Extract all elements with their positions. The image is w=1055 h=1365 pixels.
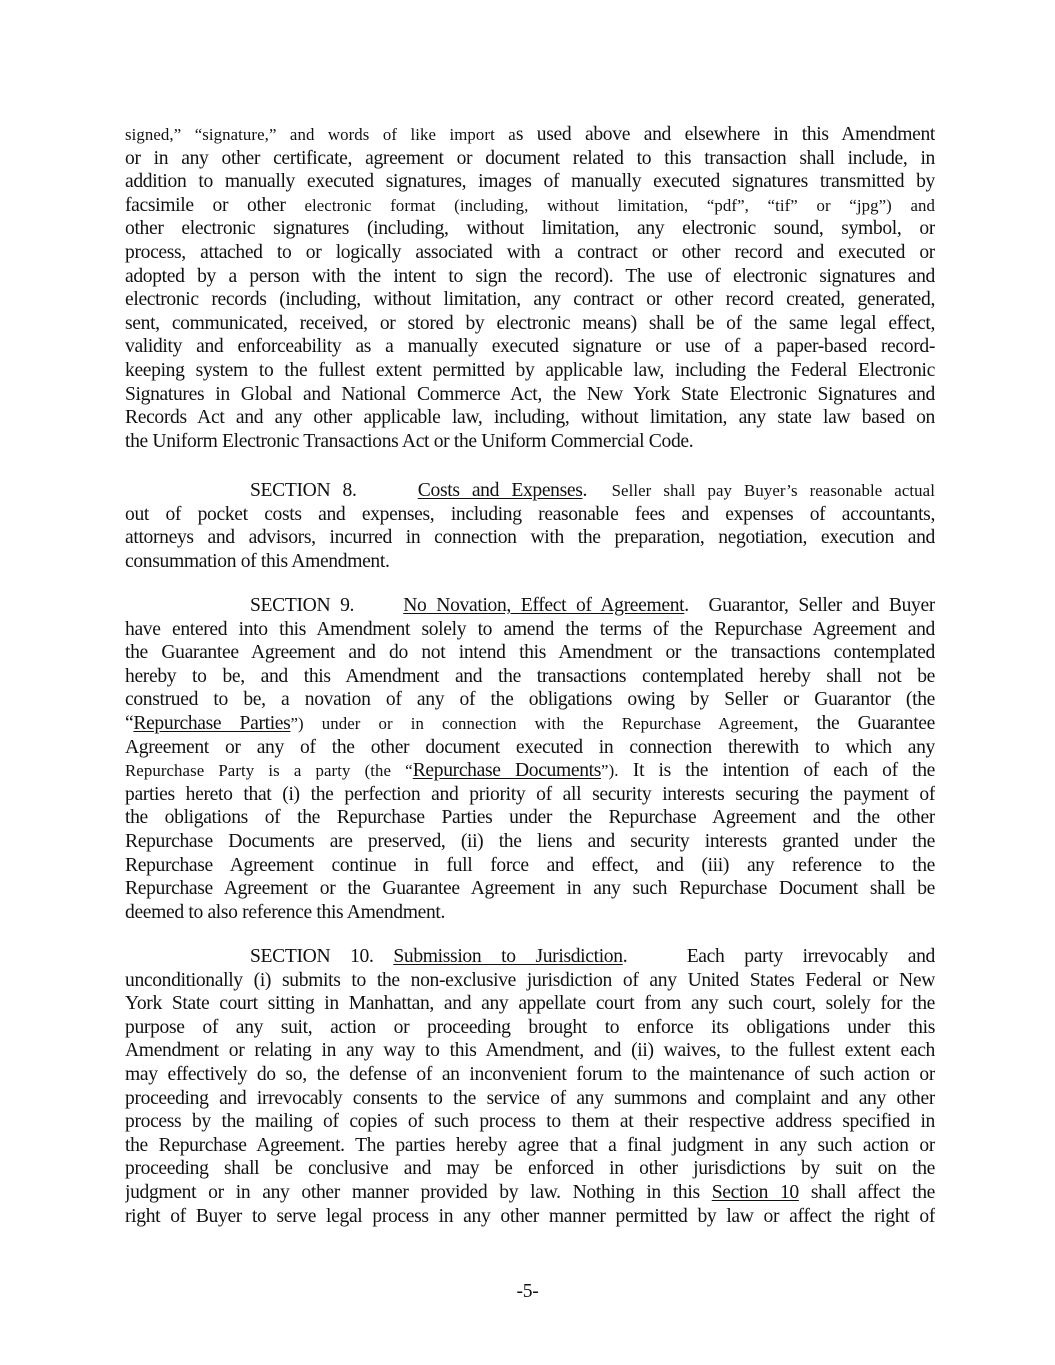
page-number: -5-	[516, 1281, 539, 1302]
section-9-heading-line	[125, 594, 935, 618]
text-run: signed,” “signature,” and words of like import a	[125, 125, 516, 144]
text-line: the Guarantee Agreement and do not intend this Amendment or the transactions contemplated	[125, 642, 935, 664]
text-line: right of Buyer to serve legal process in any other manner permitted by law or affect the right of	[125, 1205, 935, 1227]
text-line: consummation of this Amendment.	[125, 550, 390, 572]
section-10-heading: SECTION 10.	[250, 946, 374, 967]
text-run: judgment or in any other manner provided by law. Nothing in this	[125, 1181, 712, 1203]
text-line: Records Act and any other applicable law, including, without limitation, any state law based on	[125, 407, 935, 429]
text-line: addition to manually executed signatures, images of manually executed signatures transmitted by	[125, 171, 935, 193]
text-line	[125, 1181, 935, 1205]
text-line	[125, 712, 935, 736]
text-line: may effectively do so, the defense of an inconvenient forum to the maintenance of such action or	[125, 1063, 935, 1085]
section-9-title: No Novation, Effect of Agreement	[403, 595, 685, 616]
text-run: ”) under or in connection with the Repurchase Agreement	[290, 713, 794, 733]
punctuation: .	[582, 480, 588, 501]
text-line: Repurchase Agreement or the Guarantee Agreement in any such Repurchase Document shall be	[125, 878, 935, 900]
text-line: or in any other certificate, agreement or document related to this transaction shall include, in	[125, 147, 935, 169]
punctuation: .	[622, 946, 628, 967]
section-7-continuation	[125, 123, 935, 453]
text-line: Repurchase Documents are preserved, (ii) the liens and security interests granted under the	[125, 830, 935, 852]
text-line: sent, communicated, received, or stored by electronic means) shall be of the same legal effect,	[125, 312, 935, 334]
section-8-heading-line	[125, 479, 935, 503]
text-line: other electronic signatures (including, without limitation, any electronic sound, symbol, or	[125, 218, 935, 240]
text-run: , the Guarantee	[793, 712, 935, 734]
text-line: parties hereto that (i) the perfection and priority of all security interests securing the payment of	[125, 783, 935, 805]
text-run: Repurchase Party is a party (the “	[125, 761, 413, 781]
text-line: proceeding shall be conclusive and may be enforced in other jurisdictions by suit on the	[125, 1158, 935, 1180]
text-line: electronic records (including, without limitation, any contract or other record created, generated,	[125, 289, 935, 311]
text-line: the Uniform Electronic Transactions Act or the Uniform Commercial Code.	[125, 430, 694, 452]
section-10	[125, 945, 935, 1228]
text-line: unconditionally (i) submits to the non-exclusive jurisdiction of any United States Federal or New	[125, 969, 935, 991]
text-run: electronic format (including, without limitation, “pdf”, “tif” or “jpg”) and	[304, 195, 935, 215]
text-line: construed to be, a novation of any of the obligations owing by Seller or Guarantor (the	[125, 689, 935, 711]
text-line: Agreement or any of the other document executed in connection therewith to which any	[125, 736, 935, 758]
text-line: the obligations of the Repurchase Parties under the Repurchase Agreement and the other	[125, 807, 935, 829]
text-line: York State court sitting in Manhattan, and any appellate court from any such court, solely for the	[125, 993, 935, 1015]
text-run: Each party irrevocably and	[686, 946, 935, 967]
text-run: Seller shall pay Buyer’s reasonable actual	[611, 481, 935, 500]
text-line: adopted by a person with the intent to sign the record). The use of electronic signatures and	[125, 265, 935, 287]
text-run: shall affect the	[798, 1181, 935, 1203]
section-10-cross-reference: Section 10	[711, 1181, 799, 1203]
text-line: out of pocket costs and expenses, including reasonable fees and expenses of accountants,	[125, 503, 935, 525]
text-line: proceeding and irrevocably consents to the service of any summons and complaint and any other	[125, 1087, 935, 1109]
text-run: ”).	[601, 761, 619, 781]
text-line: hereby to be, and this Amendment and the transactions contemplated hereby shall not be	[125, 665, 935, 687]
text-line: process by the mailing of copies of such process to them at their respective address specified in	[125, 1111, 935, 1133]
text-line	[125, 123, 935, 147]
text-line: deemed to also reference this Amendment.	[125, 901, 446, 923]
section-10-title: Submission to Jurisdiction	[393, 946, 623, 967]
text-line: purpose of any suit, action or proceeding brought to enforce its obligations under this	[125, 1016, 935, 1038]
section-8-heading: SECTION 8.	[250, 480, 357, 501]
section-10-heading-line	[125, 945, 935, 969]
quote-mark: “	[125, 712, 134, 734]
section-8-title: Costs and Expenses	[417, 480, 583, 501]
text-line: the Repurchase Agreement. The parties hereby agree that a final judgment in any such action or	[125, 1134, 935, 1156]
text-line: process, attached to or logically associated with a contract or other record and executed or	[125, 241, 935, 263]
text-line: have entered into this Amendment solely to amend the terms of the Repurchase Agreement and	[125, 618, 935, 640]
text-line: keeping system to the fullest extent permitted by applicable law, including the Federal Electronic	[125, 359, 935, 381]
text-run: Guarantor, Seller and Buyer	[708, 595, 935, 616]
section-9	[125, 594, 935, 924]
defined-term-repurchase-parties: Repurchase Parties	[133, 712, 291, 734]
text-line: Signatures in Global and National Commerce Act, the New York State Electronic Signatures and	[125, 383, 935, 405]
text-line: validity and enforceability as a manually executed signature or use of a paper-based record-	[125, 336, 935, 358]
text-line	[125, 194, 935, 218]
defined-term-repurchase-documents: Repurchase Documents	[412, 760, 602, 782]
text-line: Amendment or relating in any way to this Amendment, and (ii) waives, to the fullest extent each	[125, 1040, 935, 1062]
section-8	[125, 479, 935, 573]
text-run: s used above and elsewhere in this Amendment	[515, 124, 935, 145]
text-line	[125, 759, 935, 783]
section-9-heading: SECTION 9.	[250, 595, 355, 616]
text-line: Repurchase Agreement continue in full force and effect, and (iii) any reference to the	[125, 854, 935, 876]
punctuation: .	[684, 595, 689, 616]
text-run: It is the intention of each of the	[618, 760, 935, 782]
text-run: facsimile or other	[125, 194, 305, 216]
text-line: attorneys and advisors, incurred in connection with the preparation, negotiation, execution and	[125, 527, 935, 549]
